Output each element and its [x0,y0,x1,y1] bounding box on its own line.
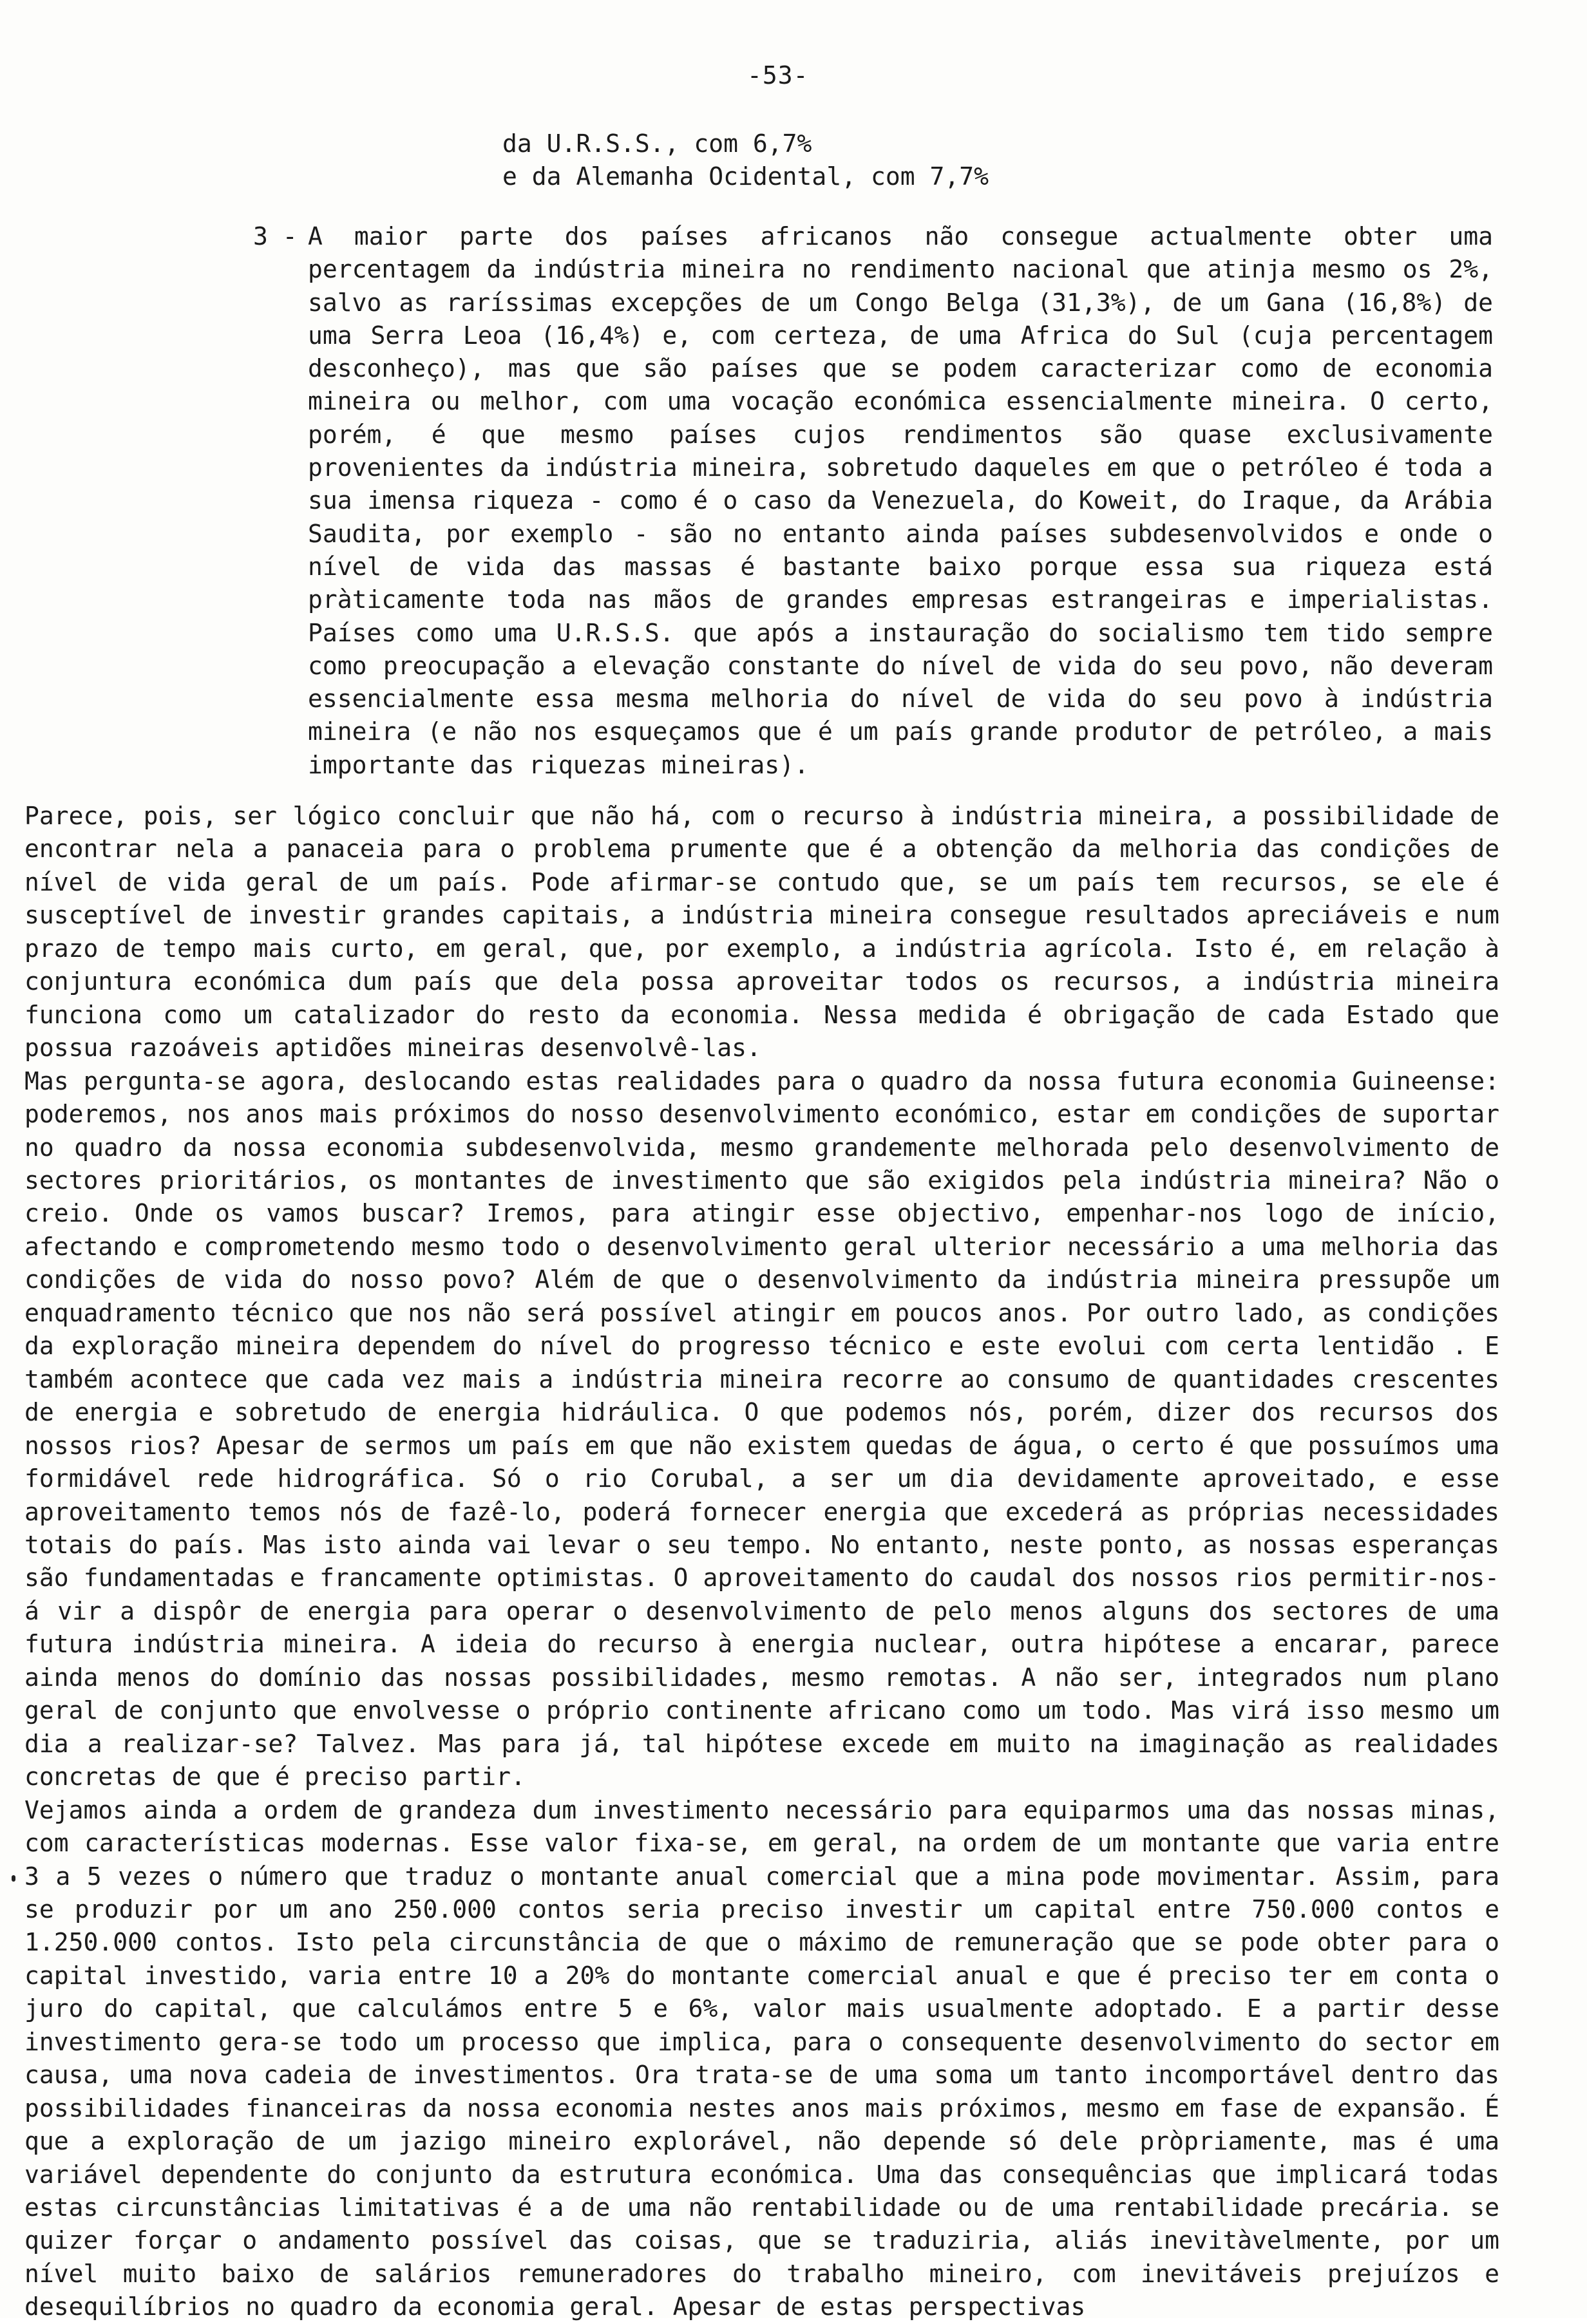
paragraph-vejamos: Vejamos ainda a ordem de grandeza dum investimento necessário para equiparmos uma das nossas minas, com características modernas. Esse valor fixa-se, em geral, na ordem de um montante que varia entre 3 a 5 vezes o número que traduz o montante anual comercial que a mina pode movimentar. Assim, para se produzir por um ano 250.000 contos seria preciso investir um capital entre 750.000 contos e 1.250.000 contos. Isto pela circunstância de que o máximo de remuneração que se pode obter para o capital investido, varia entre 10 a 20% do montante comercial anual e que é preciso ter em conta o juro do capital, que calculámos entre 5 e 6%, valor mais usualmente adoptado. E a partir desse investimento gera-se todo um processo que implica, para o consequente desenvolvimento do sector em causa, uma nova cadeia de investimentos. Ora trata-se de uma soma um tanto incomportável dentro das possibilidades financeiras da nossa economia nestes anos mais próximos, mesmo em fase de expansão. É que a exploração de um jazigo mineiro explorável, não depende só dele pròpriamente, mas é uma variável dependente do conjunto da estrutura económica. Uma das consequências que implicará todas estas circunstâncias limitativas é a de uma não rentabilidade ou de uma rentabilidade precária. se quizer forçar o andamento possível das coisas, que se traduziria, aliás inevitàvelmente, por um nível muito baixo de salários remuneradores do trabalho mineiro, com inevitáveis prejuízos e desequilíbrios no quadro da economia geral. Apesar de estas perspectivas [24,1795,1499,2321]
list-line-urss: da U.R.S.S., com 6,7% [502,129,812,158]
paragraph-mas-pergunta: Mas pergunta-se agora, deslocando estas realidades para o quadro da nossa futura economia Guineense: poderemos, nos anos mais próximos do nosso desenvolvimento económico, estar em condições de suportar no quadro da nossa economia subdesenvolvida, mesmo grandemente melhorada pelo desenvolvimento de sectores prioritários, os montantes de investimento que são exigidos pela indústria mineira? Não o creio. Onde os vamos buscar? Iremos, para atingir esse objectivo, empenhar-nos logo de início, afectando e comprometendo mesmo todo o desenvolvimento geral ulterior necessário a uma melhoria das condições de vida do nosso povo? Além de que o desenvolvimento da indústria mineira pressupõe um enquadramento técnico que nos não será possível atingir em poucos anos. Por outro lado, as condições da exploração mineira dependem do nível do progresso técnico e este evolui com certa lentidão . E também acontece que cada vez mais a indústria mineira recorre ao consumo de quantidades crescentes de energia e sobretudo de energia hidráulica. O que podemos nós, porém, dizer dos recursos dos nossos rios? Apesar de sermos um país em que não existem quedas de água, o certo é que possuímos uma formidável rede hidrográfica. Só o rio Corubal, a ser um dia devidamente aproveitado, e esse aproveitamento temos nós de fazê-lo, poderá fornecer energia que excederá as próprias necessidades totais do país. Mas isto ainda vai levar o seu tempo. No entanto, neste ponto, as nossas esperanças são fundamentadas e francamente optimistas. O aproveitamento do caudal dos nossos rios permitir-nos-á vir a dispôr de energia para operar o desenvolvimento de pelo menos alguns dos sectores de uma futura indústria mineira. A ideia do recurso à energia nuclear, outra hipótese a encarar, parece ainda menos do domínio das nossas possibilidades, mesmo remotas. A não ser, integrados num plano geral de conjunto que envolvesse o próprio continente africano como um todo. Mas virá isso mesmo um dia a realizar-se? Talvez. Mas para já, tal hipótese excede em muito na imaginação as realidades concretas de que é preciso partir. [24,1066,1499,1791]
top-list-continuation [502,128,1082,193]
paragraph-parece: Parece, pois, ser lógico concluir que não há, com o recurso à indústria mineira, a possibilidade de encontrar nela a panaceia para o problema prumente que é a obtenção da melhoria das condições de nível de vida geral de um país. Pode afirmar-se contudo que, se um país tem recursos, se ele é susceptível de investir grandes capitais, a indústria mineira consegue resultados apreciáveis e num prazo de tempo mais curto, em geral, que, por exemplo, a indústria agrícola. Isto é, em relação à conjuntura económica dum país que dela possa aproveitar todos os recursos, a indústria mineira funciona como um catalizador do resto da economia. Nessa medida é obrigação de cada Estado que possua razoáveis aptidões mineiras desenvolvê-las. [24,802,1499,1063]
item-3-number: 3 - [253,222,298,250]
list-line-alemanha: e da Alemanha Ocidental, com 7,7% [502,162,989,191]
item-3-text: A maior parte dos países africanos não consegue actualmente obter uma percentagem da indústria mineira no rendimento nacional que atinja mesmo os 2%, salvo as raríssimas excepções de um Congo Belga (31,3%), de um Gana (16,8%) de uma Serra Leoa (16,4%) e, com certeza, de uma Africa do Sul (cuja percentagem desconheço), mas que são países que se podem caracterizar como de economia mineira ou melhor, com uma vocação económica essencialmente mineira. O certo, porém, é que mesmo países cujos rendimentos são quase exclusivamente provenientes da indústria mineira, sobretudo daqueles em que o petróleo é toda a sua imensa riqueza - como é o caso da Venezuela, do Koweit, do Iraque, da Arábia Saudita, por exemplo - são no entanto ainda países subdesenvolvidos e onde o nível de vida das massas é bastante baixo porque essa sua riqueza está pràticamente toda nas mãos de grandes empresas estrangeiras e imperialistas. Países como uma U.R.S.S. que após a instauração do socialismo tem tido sempre como preocupação a elevação constante do nível de vida do seu povo, não deveram essencialmente essa mesma melhoria do nível de vida do seu povo à indústria mineira (e não nos esqueçamos que é um país grande produtor de petróleo, a mais importante das riquezas mineiras). [308,222,1493,779]
item-3-paragraph [308,220,1493,782]
body-text [24,800,1499,2324]
page-number: -53- [747,61,809,90]
margin-mark [12,1875,15,1882]
